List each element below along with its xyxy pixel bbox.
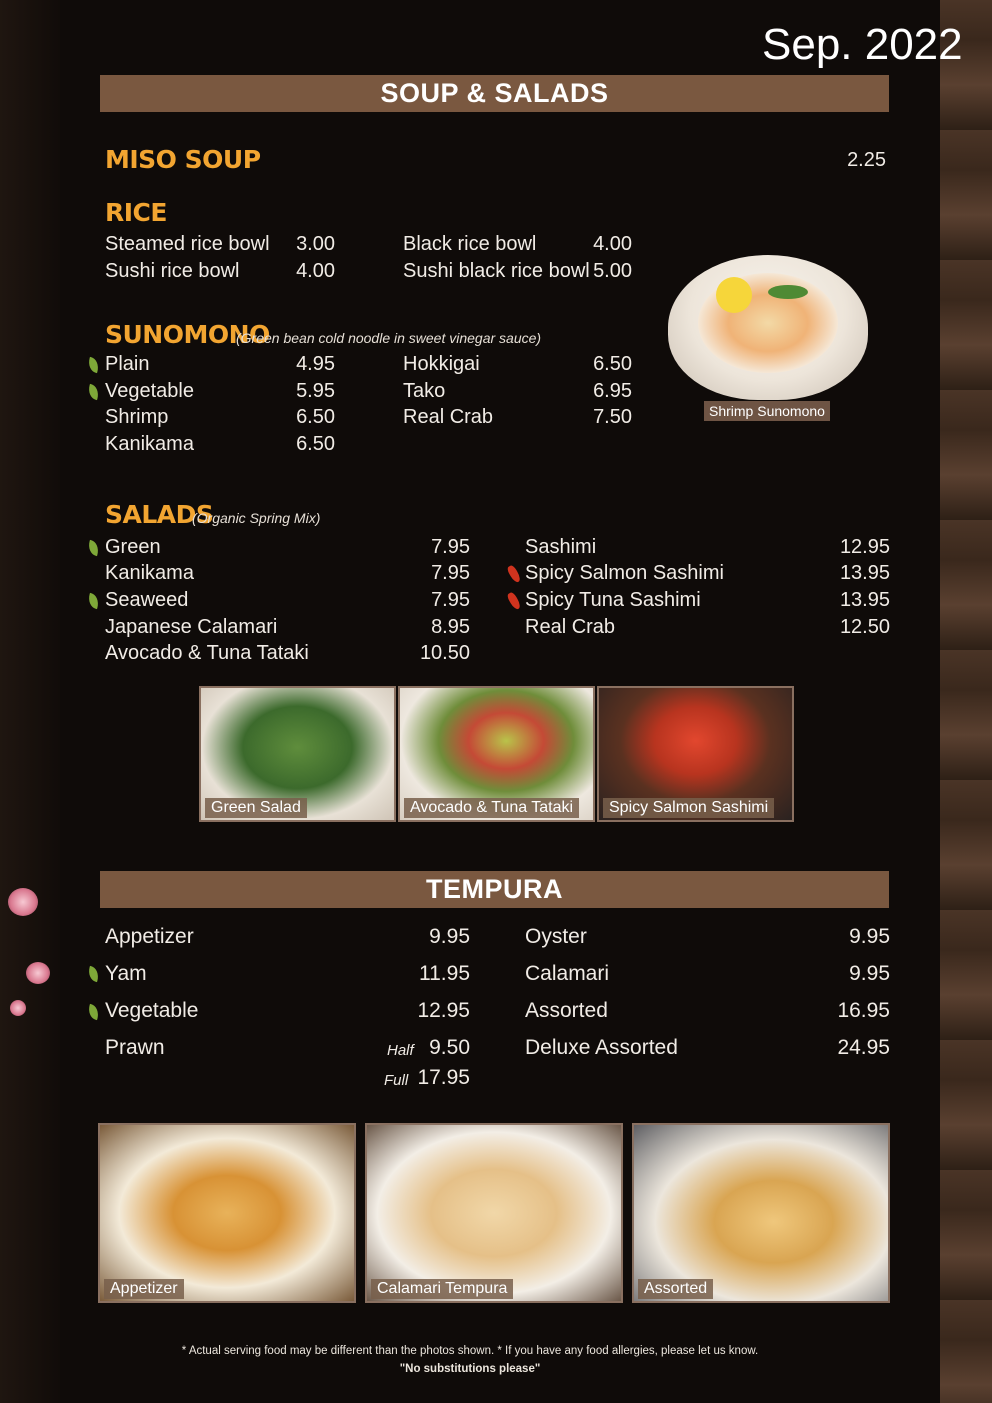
menu-item-price: 7.50 bbox=[593, 406, 632, 428]
menu-item-name: Vegetable bbox=[105, 380, 194, 402]
leaf-icon bbox=[86, 384, 100, 400]
menu-item-price: 12.95 bbox=[417, 999, 470, 1022]
photo-caption: Avocado & Tuna Tataki bbox=[404, 798, 579, 818]
menu-item-name: Spicy Salmon Sashimi bbox=[525, 562, 724, 584]
green-salad-photo bbox=[199, 686, 396, 822]
calamari-tempura-photo bbox=[365, 1123, 623, 1303]
photo-caption: Shrimp Sunomono bbox=[704, 401, 830, 421]
menu-item-price: 16.95 bbox=[837, 999, 890, 1022]
menu-item-price: 9.95 bbox=[429, 925, 470, 948]
miso-soup-title: MISO SOUP bbox=[105, 145, 261, 174]
menu-item-name: Deluxe Assorted bbox=[525, 1036, 678, 1059]
menu-item-price: 24.95 bbox=[837, 1036, 890, 1059]
menu-item-name: Kanikama bbox=[105, 562, 194, 584]
chili-pepper-icon bbox=[506, 591, 522, 611]
menu-item-price: 9.95 bbox=[849, 925, 890, 948]
menu-item-name: Black rice bowl bbox=[403, 233, 537, 255]
photo-caption: Calamari Tempura bbox=[371, 1279, 513, 1299]
menu-item-price: 8.95 bbox=[431, 616, 470, 638]
menu-item-price: 5.00 bbox=[593, 260, 632, 282]
miso-soup-price: 2.25 bbox=[847, 149, 886, 171]
menu-item-name: Avocado & Tuna Tataki bbox=[105, 642, 309, 664]
menu-item-name: Sushi rice bowl bbox=[105, 260, 240, 282]
menu-item-price: 7.95 bbox=[431, 562, 470, 584]
menu-item-price: 9.95 bbox=[849, 962, 890, 985]
leaf-icon bbox=[86, 540, 100, 556]
menu-item-name: Sashimi bbox=[525, 536, 597, 558]
half-label: Half bbox=[387, 1042, 414, 1059]
footer-disclaimer: * Actual serving food may be different than the photos shown. * If you have any food allergies, please let us know. bbox=[181, 1345, 759, 1357]
menu-date: Sep. 2022 bbox=[762, 20, 963, 69]
menu-item-price: 3.00 bbox=[296, 233, 335, 255]
footer-no-substitutions: "No substitutions please" bbox=[399, 1363, 541, 1375]
menu-item-name: Plain bbox=[105, 353, 150, 375]
rice-title: RICE bbox=[105, 198, 167, 227]
chili-pepper-icon bbox=[506, 564, 522, 584]
menu-item-price: 4.00 bbox=[593, 233, 632, 255]
photo-caption: Spicy Salmon Sashimi bbox=[603, 798, 774, 818]
menu-item-name: Appetizer bbox=[105, 925, 194, 948]
menu-item-name: Calamari bbox=[525, 962, 610, 985]
menu-item-price: 6.50 bbox=[296, 406, 335, 428]
menu-item-name: Green bbox=[105, 536, 161, 558]
menu-item-price: 12.50 bbox=[839, 616, 890, 638]
photo-caption: Appetizer bbox=[104, 1279, 184, 1299]
menu-item-name: Tako bbox=[403, 380, 446, 402]
menu-item-price: 11.95 bbox=[419, 962, 470, 985]
menu-item-name: Assorted bbox=[525, 999, 608, 1022]
left-background bbox=[0, 0, 60, 1403]
cucumber-garnish bbox=[768, 285, 808, 299]
menu-item-name: Oyster bbox=[525, 925, 587, 948]
salads-note: (Organic Spring Mix) bbox=[192, 510, 321, 526]
menu-item-price: 4.00 bbox=[296, 260, 335, 282]
menu-item-price: 17.95 bbox=[417, 1066, 470, 1089]
blossom-decoration bbox=[8, 888, 38, 916]
menu-item-price: 4.95 bbox=[296, 353, 335, 375]
salads-title: SALADS bbox=[105, 500, 214, 529]
menu-item-price: 7.95 bbox=[431, 536, 470, 558]
leaf-icon bbox=[86, 966, 100, 982]
menu-item-name: Steamed rice bowl bbox=[105, 233, 270, 255]
appetizer-tempura-photo bbox=[98, 1123, 356, 1303]
menu-item-name: Vegetable bbox=[105, 999, 199, 1022]
menu-item-name: Seaweed bbox=[105, 589, 189, 611]
leaf-icon bbox=[86, 593, 100, 609]
menu-item-price: 13.95 bbox=[839, 589, 890, 611]
sunomono-title: SUNOMONO bbox=[105, 320, 270, 349]
sunomono-note: (Green bean cold noodle in sweet vinegar sauce) bbox=[236, 330, 542, 346]
menu-item-name: Yam bbox=[105, 962, 147, 985]
menu-item-price: 6.95 bbox=[593, 380, 632, 402]
full-label: Full bbox=[384, 1072, 409, 1089]
menu-item-price: 13.95 bbox=[839, 562, 890, 584]
menu-item-price: 10.50 bbox=[419, 642, 470, 664]
menu-item-name: Hokkigai bbox=[403, 353, 480, 375]
menu-item-name: Japanese Calamari bbox=[105, 616, 278, 638]
shrimp-sunomono-photo bbox=[668, 255, 868, 400]
menu-item-price: 9.50 bbox=[429, 1036, 470, 1059]
assorted-tempura-photo bbox=[632, 1123, 890, 1303]
menu-item-name: Shrimp bbox=[105, 406, 169, 428]
photo-caption: Green Salad bbox=[205, 798, 307, 818]
menu-item-price: 6.50 bbox=[593, 353, 632, 375]
menu-item-name: Kanikama bbox=[105, 433, 194, 455]
section-banner-tempura: TEMPURA bbox=[100, 871, 889, 908]
wood-texture-strip bbox=[940, 0, 992, 1403]
lemon-slice bbox=[716, 277, 752, 313]
menu-item-name: Prawn bbox=[105, 1036, 165, 1059]
section-banner-soup-salads: SOUP & SALADS bbox=[100, 75, 889, 112]
menu-item-price: 5.95 bbox=[296, 380, 335, 402]
leaf-icon bbox=[86, 1004, 100, 1020]
blossom-decoration bbox=[26, 962, 50, 984]
menu-item-name: Sushi black rice bowl bbox=[403, 260, 590, 282]
menu-item-price: 6.50 bbox=[296, 433, 335, 455]
photo-caption: Assorted bbox=[638, 1279, 713, 1299]
menu-item-name: Real Crab bbox=[403, 406, 494, 428]
leaf-icon bbox=[86, 357, 100, 373]
menu-item-name: Real Crab bbox=[525, 616, 616, 638]
menu-item-price: 12.95 bbox=[839, 536, 890, 558]
menu-item-price: 7.95 bbox=[431, 589, 470, 611]
spicy-salmon-sashimi-photo bbox=[597, 686, 794, 822]
blossom-decoration bbox=[10, 1000, 26, 1016]
avocado-tuna-tataki-photo bbox=[398, 686, 595, 822]
menu-item-name: Spicy Tuna Sashimi bbox=[525, 589, 701, 611]
